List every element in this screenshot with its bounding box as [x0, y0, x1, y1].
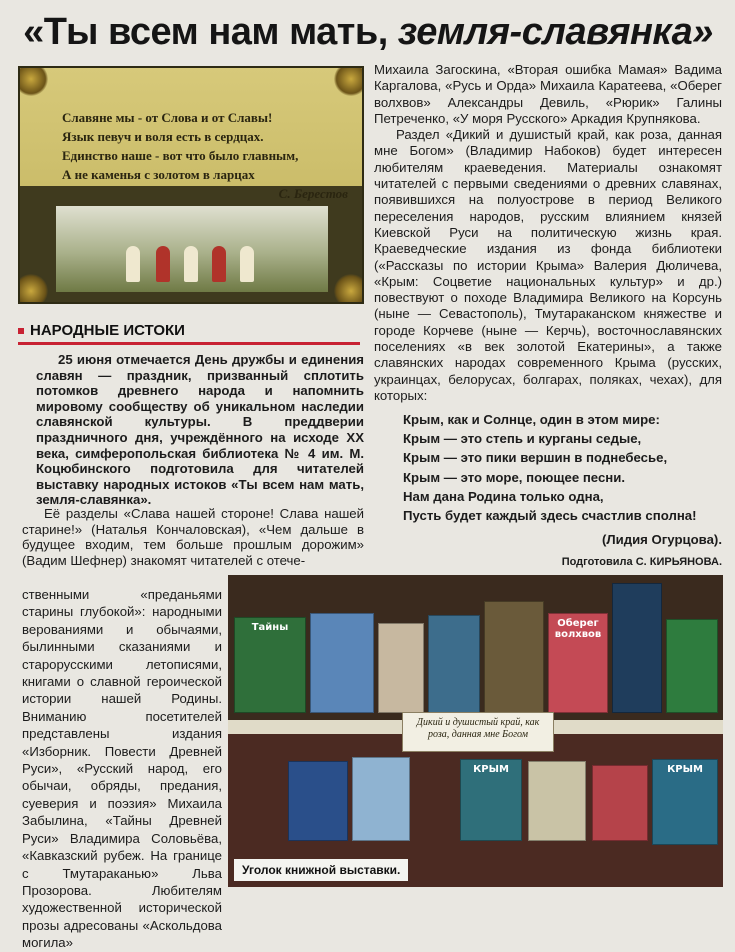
body-paragraph: Её разделы «Слава нашей стороне! Слава нашей старине!» (Наталья Кончаловская), «Чем дальше в будущее входим, тем больше прошлым дорожим» (Вадим Шефнер) знакомят читателей с отече- [22, 506, 364, 568]
body-paragraph: Михаила Загоскина, «Вторая ошибка Мамая» Вадима Каргалова, «Русь и Орда» Михаила Каратеева, «Оберег волхвов» Александры Девиль, «Рюрик» Галины Петреченко, «У моря Русского» Аркадия Крупнякова. [374, 62, 722, 126]
poem-line: Нам дана Родина только одна, [403, 488, 604, 504]
figure-icon [156, 246, 170, 282]
bullet-icon [18, 328, 24, 334]
figure-icon [240, 246, 254, 282]
poem [403, 410, 723, 525]
figure-icon [212, 246, 226, 282]
poster-line: Единство наше - вот что было главным, [62, 148, 299, 163]
book-cover [310, 613, 374, 713]
figure-icon [184, 246, 198, 282]
photo-caption: Уголок книжной выставки. [234, 859, 408, 881]
byline: Подготовила С. КИРЬЯНОВА. [561, 556, 722, 568]
poem-line: Крым, как и Солнце, один в этом мире: [403, 412, 660, 427]
ornament-icon [18, 274, 48, 304]
book-cover [288, 761, 348, 841]
poem-line: Крым — это море, поющее песни. [403, 469, 626, 485]
book-cover [484, 601, 544, 713]
figure-icon [126, 246, 140, 282]
poster-author: С. Берестов [278, 186, 348, 201]
headline [14, 6, 722, 58]
book-cover [378, 623, 424, 713]
section-title: НАРОДНЫЕ ИСТОКИ [30, 322, 185, 339]
poster-verse [62, 108, 342, 184]
poster-illustration [18, 66, 364, 304]
book-cover: Тайны [234, 617, 306, 713]
poem-author: (Лидия Огурцова). [601, 532, 722, 547]
book-cover [612, 583, 662, 713]
poster-line: Язык певуч и воля есть в сердцах. [62, 129, 264, 144]
lead-paragraph: 25 июня отмечается День дружбы и единения славян — праздник, призванный сплотить потомков древнего народа и напомнить мировому сообществу об уникальном наследии славянской культуры. В преддверии праздничного дня, учреждённого на исходе XX века, симферопольская библиотека № 4 им. М. Коцюбинского подготовила для читателей выставку народных истоков «Ты всем нам мать, земля-славянка». [36, 352, 364, 508]
book-cover [352, 757, 410, 841]
right-column [374, 62, 722, 404]
book-cover [592, 765, 648, 841]
book-cover [428, 615, 480, 713]
ornament-icon [334, 66, 364, 96]
book-cover: Оберег волхвов [548, 613, 608, 713]
poster-scene [56, 206, 328, 292]
body-paragraph: Раздел «Дикий и душистый край, как роза, данная мне Богом» (Владимир Набоков) будет интересен любителям краеведения. Материалы ознакомят читателей с первыми сведениями о древних славянах, появившихся на полуострове в период Великого переселения народов, русским влиянием князей Киевской Руси на политическую жизнь края. Краеведческие издания из фонда библиотеки («Рассказы по истории Крыма» Валерия Дюличева, «Крым: Соцветие национальных культур» и др.) повествуют о походе Владимира Великого на Корсунь (ныне — Севастополь), Тмутараканском княжестве и городе Корчеве (ныне — Керчь), восточнославянских поселениях «в век золотой Екатерины», а также славянских народах современного Крыма (русских, украинцах, белорусах, болгарах, поляках, чехах), для которых: [374, 127, 722, 403]
exhibition-sign: Дикий и душистый край, как роза, данная мне Богом [402, 712, 554, 752]
left-column [22, 506, 364, 568]
section-heading [18, 322, 358, 339]
exhibition-photo [228, 575, 723, 887]
poster-line: Славяне мы - от Слова и от Славы! [62, 110, 273, 125]
poster-line: А не каменья с золотом в ларцах [62, 167, 255, 182]
headline-part2: земля-славянка» [397, 11, 713, 53]
ornament-icon [334, 274, 364, 304]
book-cover: КРЫМ [460, 759, 522, 841]
section-rule [18, 342, 360, 345]
poem-line: Крым — это степь и курганы седые, [403, 431, 642, 447]
book-cover [528, 761, 586, 841]
narrow-column: ственными «преданьями старины глубокой»: народными верованиями и обычаями, былинными сказаниями и старорусскими летописями, книгами о славной героической истории нашей Родины. Вниманию посетителей представлены издания «Изборник. Повести Древней Руси», «Русский народ, его обычаи, обряды, предания, суеверия и поэзия» Михаила Забылина, «Тайны Древней Руси» Владимира Соловьёва, «Кавказский рубеж. На границе с Тмутараканью» Льва Прозорова. Любителям художественной исторической прозы адресованы «Аскольдова могила» [22, 587, 222, 951]
book-cover: КРЫМ [652, 759, 718, 845]
book-cover [666, 619, 718, 713]
poem-line: Крым — это пики вершин в поднебесье, [403, 450, 668, 466]
poem-line: Пусть будет каждый здесь счастлив сполна! [403, 508, 697, 524]
headline-part1: «Ты всем нам мать, [23, 11, 398, 53]
